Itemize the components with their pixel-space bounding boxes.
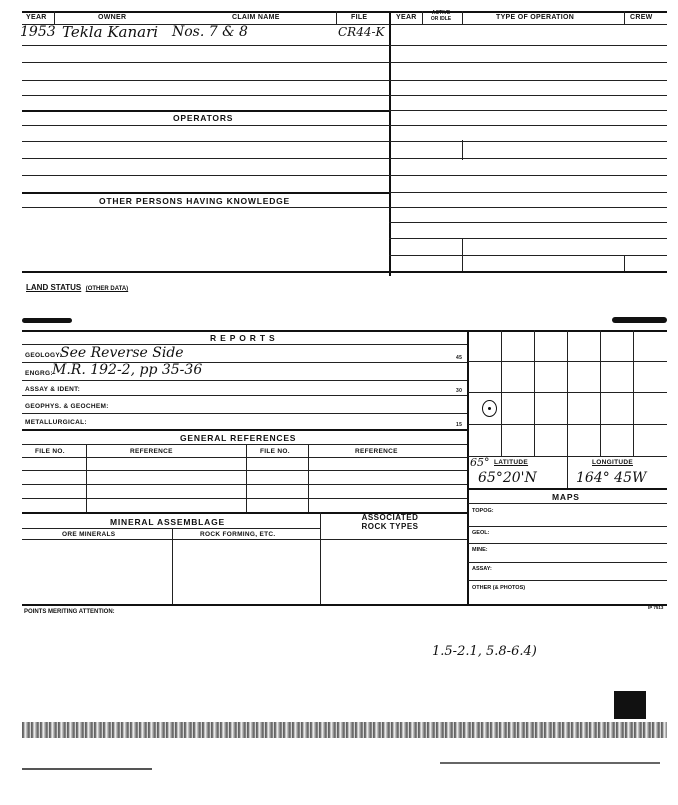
maps-heading: MAPS	[552, 492, 580, 502]
header-owner: OWNER	[98, 14, 127, 21]
maps-rule	[468, 543, 667, 544]
points-meriting-label: POINTS MERITING ATTENTION:	[24, 609, 115, 615]
ops-row-rule	[389, 207, 667, 208]
grid-line	[468, 361, 667, 362]
grid-line	[501, 330, 502, 456]
scan-noise-line	[440, 762, 660, 764]
col-div	[624, 11, 625, 25]
mineral-rule	[22, 539, 467, 540]
grid-line	[600, 330, 601, 456]
operators-rule	[22, 125, 389, 126]
land-status-text: LAND STATUS	[26, 283, 82, 292]
col-div	[462, 11, 463, 25]
reports-rule	[22, 429, 467, 431]
latitude-value: 65°20'N	[478, 470, 537, 486]
ops-col-div	[624, 255, 625, 272]
ops-row-rule	[389, 95, 667, 96]
geology-label: GEOLOGY:	[25, 352, 62, 359]
land-status-label	[26, 277, 128, 295]
township-grid	[468, 330, 667, 456]
ore-minerals-label: ORE MINERALS	[62, 531, 116, 538]
ops-col-div	[462, 140, 463, 160]
header-type-of-operation: TYPE OF OPERATION	[496, 14, 575, 21]
grid-line	[468, 392, 667, 393]
header-crew: CREW	[630, 14, 653, 21]
num-45: 45	[456, 355, 463, 361]
longitude-value: 164° 45W	[576, 470, 647, 486]
land-status-sub: (OTHER DATA)	[85, 286, 129, 292]
map-mine: MINE:	[472, 547, 488, 553]
ops-row-rule	[389, 80, 667, 81]
col-div	[422, 11, 423, 25]
engrg-value: M.R. 192-2, pp 35-36	[52, 362, 203, 378]
operators-heading: OPERATORS	[173, 113, 234, 123]
rock-forming-label: ROCK FORMING, ETC.	[200, 531, 276, 538]
entry-claim-name: Nos. 7 & 8	[172, 24, 248, 40]
maps-bottom	[22, 604, 667, 606]
header-active-idle: ACTIVE OR IDLE	[430, 10, 452, 22]
header-file: FILE	[351, 14, 368, 21]
maps-rule	[468, 526, 667, 527]
grid-line	[534, 330, 535, 456]
owner-row-rule	[22, 62, 389, 63]
reports-rule	[22, 380, 467, 381]
latitude-label: LATITUDE	[494, 459, 529, 466]
num-15: 15	[456, 422, 463, 428]
grid-line	[468, 424, 667, 425]
main-divider	[389, 11, 391, 276]
maps-rule	[468, 503, 667, 504]
owner-row-rule	[22, 45, 389, 46]
maps-rule	[468, 562, 667, 563]
reports-rule	[22, 395, 467, 396]
map-topog: TOPOG:	[472, 508, 494, 514]
operators-rule	[22, 158, 389, 159]
mineral-col-div	[320, 512, 321, 605]
references-rule	[22, 457, 467, 458]
form-id: IP 7513	[648, 605, 664, 610]
metallurgical-label: METALLURGICAL:	[25, 419, 87, 426]
scan-mark-right	[612, 317, 667, 323]
mineral-rule	[22, 528, 320, 529]
map-geol: GEOL:	[472, 530, 490, 536]
geology-value: See Reverse Side	[60, 345, 184, 361]
owner-row-rule	[22, 110, 389, 112]
assay-label: ASSAY & IDENT:	[25, 386, 81, 393]
maps-rule	[468, 580, 667, 581]
latlong-bottom	[468, 488, 667, 490]
entry-file: CR44-K	[338, 25, 385, 39]
col-div	[336, 11, 337, 25]
location-dot	[488, 407, 491, 410]
ops-col-div	[462, 238, 463, 272]
ops-row-rule	[389, 222, 667, 223]
references-rule	[22, 444, 467, 445]
operators-rule	[22, 192, 389, 194]
ops-row-rule	[389, 141, 667, 142]
mineral-col-div	[172, 528, 173, 605]
references-rule	[22, 470, 467, 471]
longitude-label: LONGITUDE	[592, 459, 633, 466]
num-30: 30	[456, 388, 463, 394]
scan-noise-band	[22, 722, 667, 738]
engrg-label: ENGRG:	[25, 370, 53, 377]
scan-noise-line	[22, 768, 152, 770]
entry-year: 1953	[20, 24, 56, 40]
geophys-label: GEOPHYS. & GEOCHEM:	[25, 403, 109, 410]
col-div	[54, 11, 55, 25]
scan-mark-left	[22, 318, 72, 323]
ops-row-rule	[389, 158, 667, 159]
header-claim-name: CLAIM NAME	[232, 14, 280, 21]
ref-reference-1: REFERENCE	[130, 448, 173, 455]
ref-file-no-1: FILE NO.	[35, 448, 65, 455]
ops-row-rule	[389, 110, 667, 111]
top-border	[22, 11, 667, 13]
map-assay: ASSAY:	[472, 566, 492, 572]
header-year-2: YEAR	[396, 14, 417, 21]
header-year: YEAR	[26, 14, 47, 21]
ops-row-rule	[389, 255, 667, 256]
ops-row-rule	[389, 45, 667, 46]
scan-block	[614, 691, 646, 719]
ref-col-div	[86, 444, 87, 513]
other-persons-heading: OTHER PERSONS HAVING KNOWLEDGE	[99, 196, 291, 206]
ops-row-rule	[389, 62, 667, 63]
operators-rule	[22, 141, 389, 142]
references-rule	[22, 498, 467, 499]
map-other: OTHER (& PHOTOS)	[472, 585, 526, 591]
owner-row-rule	[22, 95, 389, 96]
location-circle	[482, 400, 497, 417]
references-rule	[22, 484, 467, 485]
ref-col-div	[308, 444, 309, 513]
ops-row-rule	[389, 192, 667, 193]
ops-row-rule	[389, 175, 667, 176]
reports-heading: R E P O R T S	[210, 333, 276, 343]
ops-row-rule	[389, 125, 667, 126]
grid-line	[567, 330, 568, 456]
ref-reference-2: REFERENCE	[355, 448, 398, 455]
mineral-assemblage-heading: MINERAL ASSEMBLAGE	[110, 517, 225, 527]
grid-line	[633, 330, 634, 456]
operators-rule	[22, 175, 389, 176]
ref-file-no-2: FILE NO.	[260, 448, 290, 455]
lat-prefix: 65°	[470, 456, 490, 469]
general-references-heading: GENERAL REFERENCES	[180, 433, 297, 443]
ref-col-div	[246, 444, 247, 513]
reports-rule	[22, 413, 467, 414]
handwritten-note: 1.5-2.1, 5.8-6.4)	[432, 644, 537, 659]
associated-rock-types-heading: ASSOCIATED ROCK TYPES	[361, 513, 419, 531]
owner-row-rule	[22, 80, 389, 81]
top-section-bottom	[22, 271, 667, 273]
other-persons-rule	[22, 207, 389, 208]
entry-owner: Tekla Kanari	[62, 23, 159, 41]
latlong-divider	[567, 456, 568, 488]
ops-row-rule	[389, 238, 667, 239]
